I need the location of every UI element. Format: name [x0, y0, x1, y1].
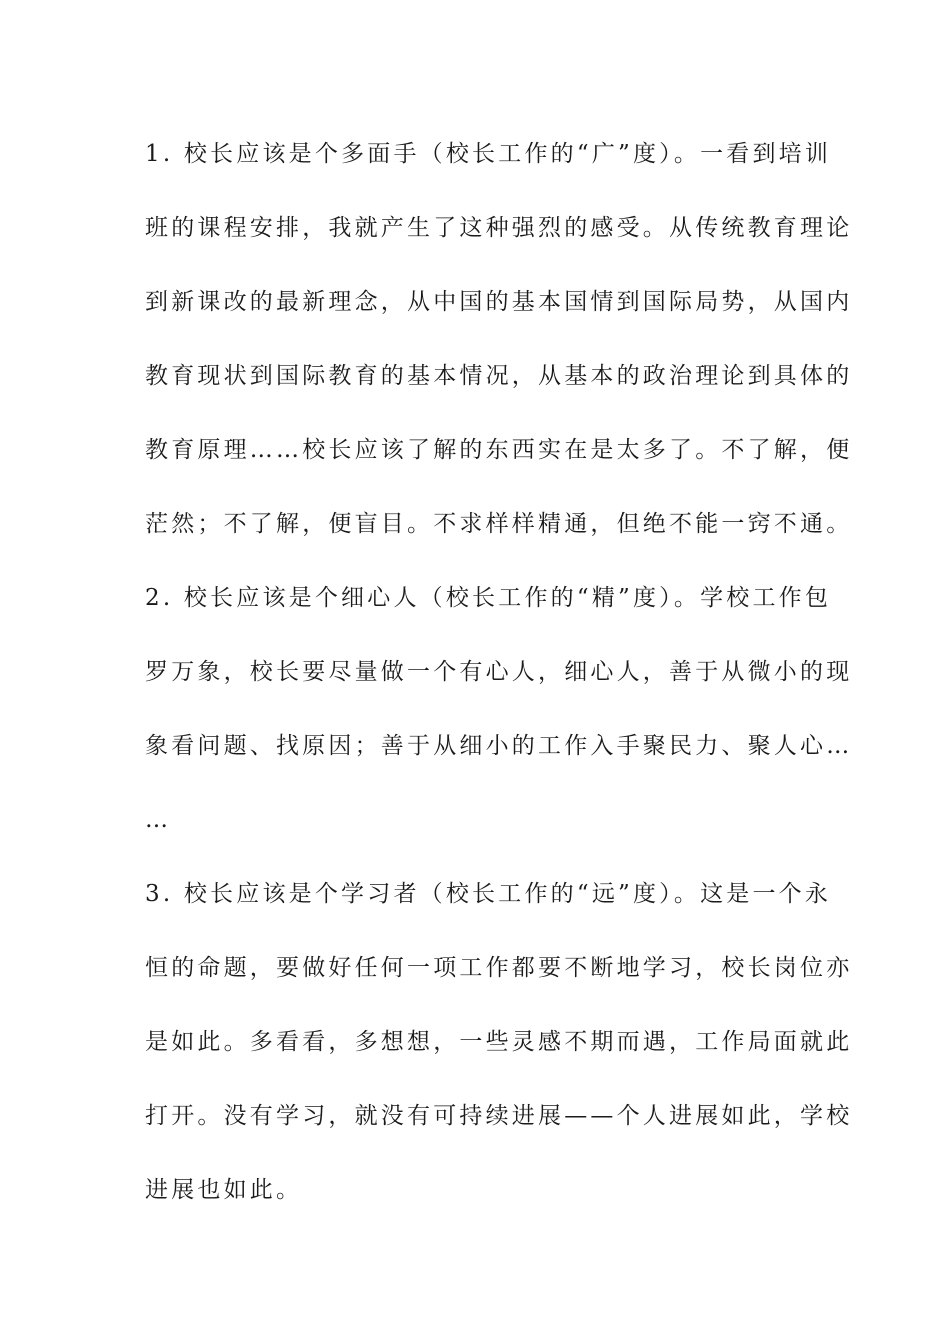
text-line: 班的课程安排，我就产生了这种强烈的感受。从传统教育理论 — [145, 215, 853, 241]
text-line: 2. 校长应该是个细心人（校长工作的“精”度）。学校工作包 — [145, 585, 832, 611]
text-line: 3. 校长应该是个学习者（校长工作的“远”度）。这是一个永 — [145, 881, 832, 907]
text-line: 罗万象，校长要尽量做一个有心人，细心人，善于从微小的现 — [145, 659, 853, 685]
text-line: … — [145, 807, 172, 833]
text-line: 进展也如此。 — [145, 1177, 303, 1203]
text-line: 教育现状到国际教育的基本情况，从基本的政治理论到具体的 — [145, 363, 853, 389]
text-line: 象看问题、找原因；善于从细小的工作入手聚民力、聚人心… — [145, 733, 853, 759]
text-line: 茫然；不了解，便盲目。不求样样精通，但绝不能一窍不通。 — [145, 511, 853, 537]
text-line: 1. 校长应该是个多面手（校长工作的“广”度）。一看到培训 — [145, 141, 832, 167]
text-line: 教育原理……校长应该了解的东西实在是太多了。不了解，便 — [145, 437, 853, 463]
text-line: 恒的命题，要做好任何一项工作都要不断地学习，校长岗位亦 — [145, 955, 853, 981]
text-line: 到新课改的最新理念，从中国的基本国情到国际局势，从国内 — [145, 289, 853, 315]
text-line: 是如此。多看看，多想想，一些灵感不期而遇，工作局面就此 — [145, 1029, 853, 1055]
text-line: 打开。没有学习，就没有可持续进展——个人进展如此，学校 — [145, 1103, 853, 1129]
